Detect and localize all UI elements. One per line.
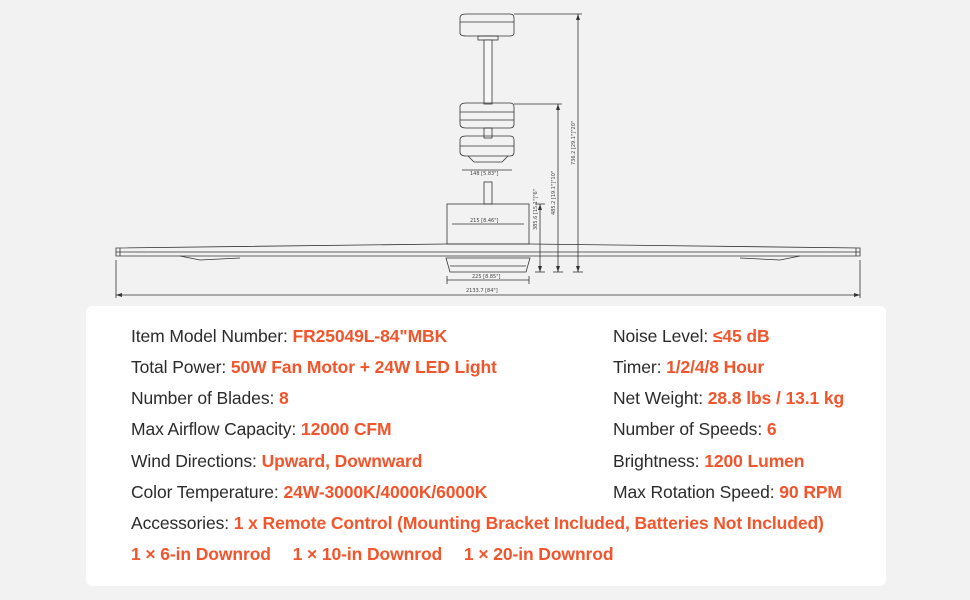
spec-color-temperature: Color Temperature: 24W-3000K/4000K/6000K bbox=[131, 482, 488, 502]
downrod-10in: 1 × 10-in Downrod bbox=[292, 544, 443, 564]
spec-model-number: Item Model Number: FR25049L-84"MBK bbox=[131, 326, 448, 346]
spec-airflow: Max Airflow Capacity: 12000 CFM bbox=[131, 419, 392, 439]
height-short-dim: 385.6 [15.1"]"6" bbox=[533, 188, 539, 230]
spec-downrods bbox=[131, 544, 630, 565]
spec-noise-level: Noise Level: ≤45 dB bbox=[613, 326, 770, 346]
height-mid-dim: 485.2 [19.1"]"10" bbox=[551, 170, 557, 215]
downrod-6in: 1 × 6-in Downrod bbox=[131, 544, 271, 564]
height-total-dim: 736.2 [29.1"]"20" bbox=[571, 120, 577, 165]
spec-brightness: Brightness: 1200 Lumen bbox=[613, 451, 805, 471]
spec-wind-directions: Wind Directions: Upward, Downward bbox=[131, 451, 423, 471]
downrod-20in: 1 × 20-in Downrod bbox=[463, 544, 614, 564]
motor-width-dim: 215 [8.46"] bbox=[470, 218, 499, 224]
spec-blades: Number of Blades: 8 bbox=[131, 388, 289, 408]
spec-speeds: Number of Speeds: 6 bbox=[613, 419, 777, 439]
spec-accessories: Accessories: 1 x Remote Control (Mounting Bracket Included, Batteries Not Included) bbox=[131, 513, 824, 533]
spec-total-power: Total Power: 50W Fan Motor + 24W LED Light bbox=[131, 357, 497, 377]
spec-card bbox=[86, 306, 886, 586]
spec-rotation-speed: Max Rotation Speed: 90 RPM bbox=[613, 482, 842, 502]
span-dim: 2133.7 [84"] bbox=[466, 288, 498, 294]
spec-net-weight: Net Weight: 28.8 lbs / 13.1 kg bbox=[613, 388, 845, 408]
canopy-width-dim: 148 [5.83"] bbox=[470, 171, 499, 177]
light-width-dim: 225 [8.85"] bbox=[472, 274, 501, 280]
spec-timer: Timer: 1/2/4/8 Hour bbox=[613, 357, 765, 377]
